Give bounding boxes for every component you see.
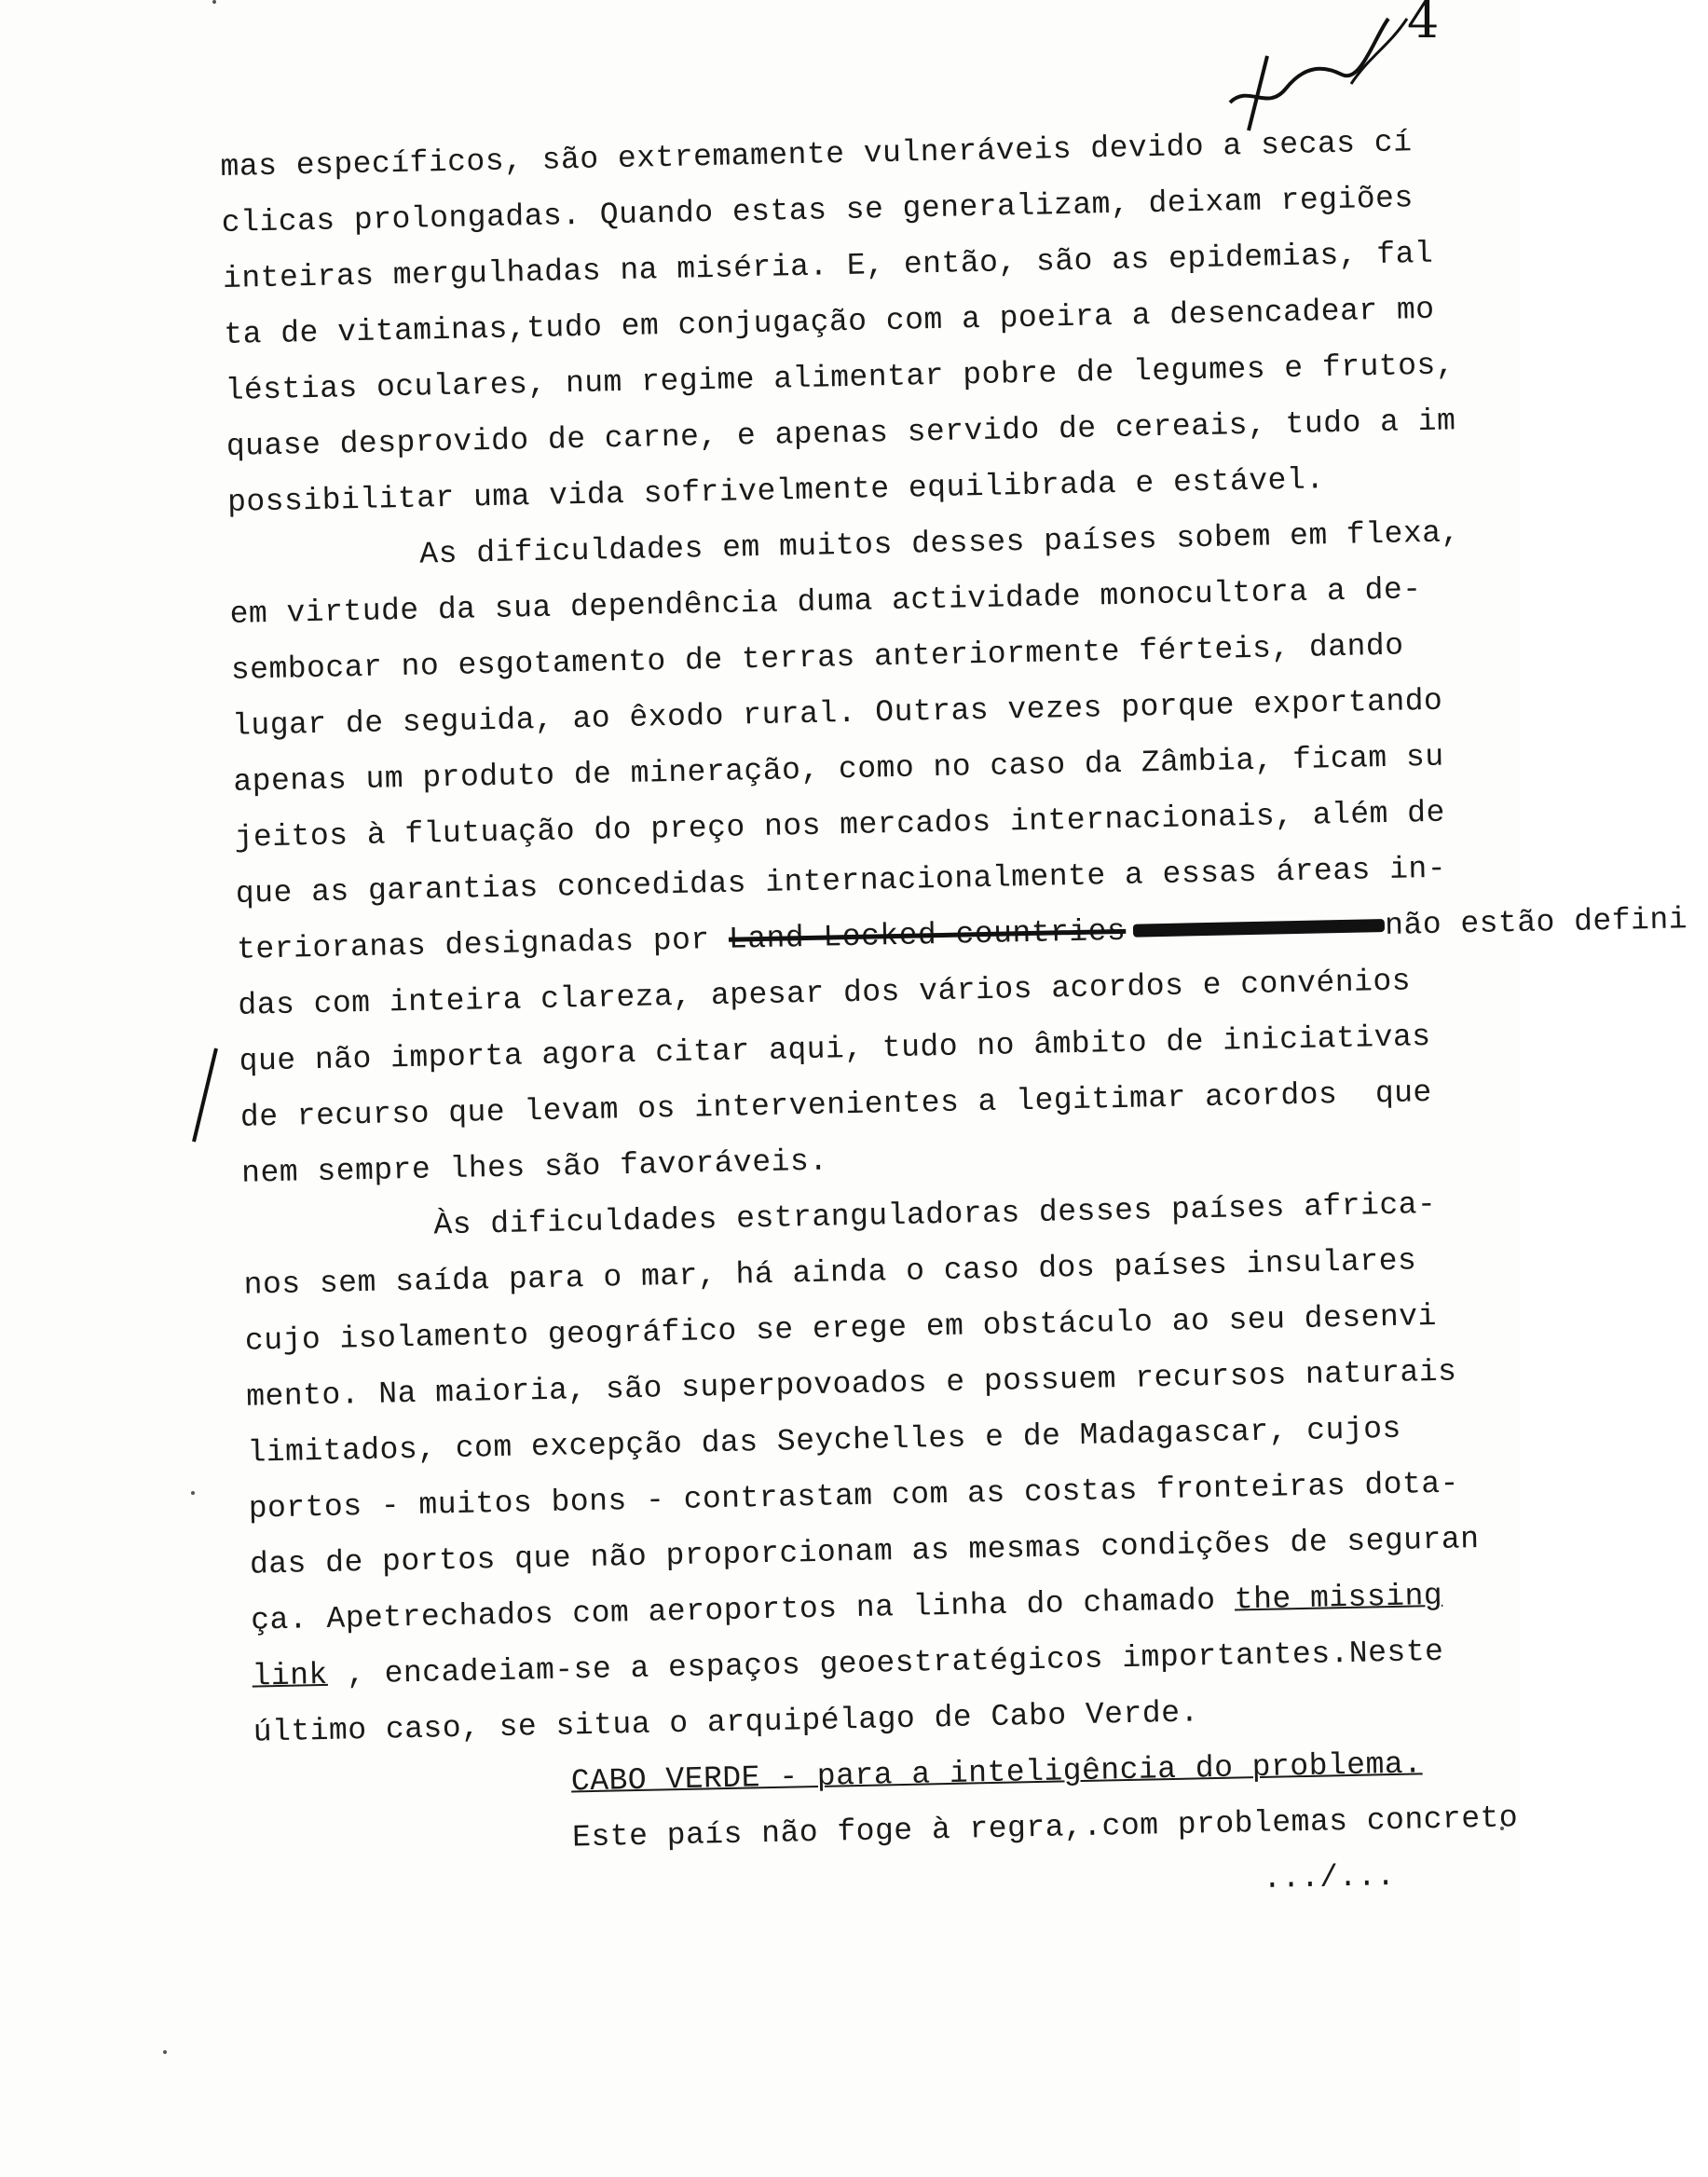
text-line: quase desprovido de carne, e apenas servido de cereais, tudo a im <box>225 404 1456 464</box>
text-line: que as garantias concedidas internacionalmente a essas áreas in- <box>235 851 1447 911</box>
text-line: sembocar no esgotamento de terras anteriormente férteis, dando <box>230 628 1404 688</box>
text-line: Às dificuldades estranguladoras desses países africa- <box>433 1186 1437 1243</box>
text-line: das de portos que não proporcionam as mesmas condições de seguran <box>249 1522 1480 1582</box>
text-line: de recurso que levam os intervenientes a legitimar acordos que <box>239 1075 1433 1135</box>
text-line: nem sempre lhes são favoráveis. <box>240 1143 828 1191</box>
scan-speck <box>212 0 216 4</box>
text-fragment: terioranas designadas por <box>236 922 730 967</box>
text-line: léstias oculares, num regime alimentar pobre de legumes e frutos, <box>225 348 1455 408</box>
text-line: lugar de seguida, ao êxodo rural. Outras vezes porque exportando <box>231 683 1443 744</box>
text-line: limitados, com excepção das Seychelles e de Madagascar, cujos <box>247 1411 1402 1471</box>
text-line: ta de vitaminas,tudo em conjugação com a poeira a desencadear mo <box>224 292 1435 352</box>
page-number: 4 <box>1407 0 1440 49</box>
redaction-mark <box>1133 919 1385 938</box>
margin-slash-mark <box>186 1044 224 1146</box>
continuation-mark: .../... <box>1262 1858 1396 1896</box>
text-line: último caso, se situa o arquipélago de Cabo Verde. <box>253 1695 1200 1750</box>
text-line: em virtude da sua dependência duma actividade monocultora a de- <box>229 572 1422 632</box>
text-line: clicas prolongadas. Quando estas se generalizam, deixam regiões <box>221 181 1414 240</box>
text-line: possibilitar uma vida sofrivelmente equilibrada e estável. <box>226 462 1325 520</box>
section-heading-title: CABO VERDE - para a inteligência do problema. <box>570 1746 1423 1800</box>
underlined-text: the missing <box>1234 1578 1443 1618</box>
struck-text: Land Locked countries <box>728 913 1127 957</box>
scan-speck <box>191 1491 195 1495</box>
text-line: mento. Na maioria, são superpovoados e possuem recursos naturais <box>245 1354 1457 1415</box>
text-line: As dificuldades em muitos desses países sobem em flexa, <box>418 515 1461 572</box>
text-line: portos - muitos bons - contrastam com as costas fronteiras dota- <box>248 1466 1460 1527</box>
text-line: das com inteira clareza, apesar dos vários acordos e convénios <box>238 964 1412 1023</box>
text-fragment: ça. Apetrechados com aeroportos na linha do chamado <box>250 1582 1236 1638</box>
document-body <box>220 114 1688 1928</box>
text-line: nos sem saída para o mar, há ainda o caso dos países insulares <box>243 1243 1417 1303</box>
text-line: cujo isolamento geográfico se erege em obstáculo ao seu desenvi <box>244 1298 1438 1359</box>
text-line: que não importa agora citar aqui, tudo no âmbito de iniciativas <box>239 1019 1431 1079</box>
text-line: apenas um produto de mineração, como no caso da Zâmbia, ficam su <box>233 739 1444 800</box>
scan-speck <box>163 2050 167 2054</box>
underlined-text: link <box>252 1657 329 1694</box>
text-fragment: , encadeiam-se a espaços geoestratégicos importantes.Neste <box>327 1634 1444 1692</box>
text-line: jeitos à flutuação do preço nos mercados internacionais, além de <box>234 795 1446 856</box>
text-line: mas específicos, são extremamente vulneráveis devido a secas cí <box>220 125 1413 185</box>
final-text: Este país não foge à regra,.com problemas concreto <box>571 1800 1519 1855</box>
text-fragment: não estão defini <box>1384 902 1688 943</box>
text-line: inteiras mergulhadas na miséria. E, então, são as epidemias, fal <box>222 236 1434 296</box>
